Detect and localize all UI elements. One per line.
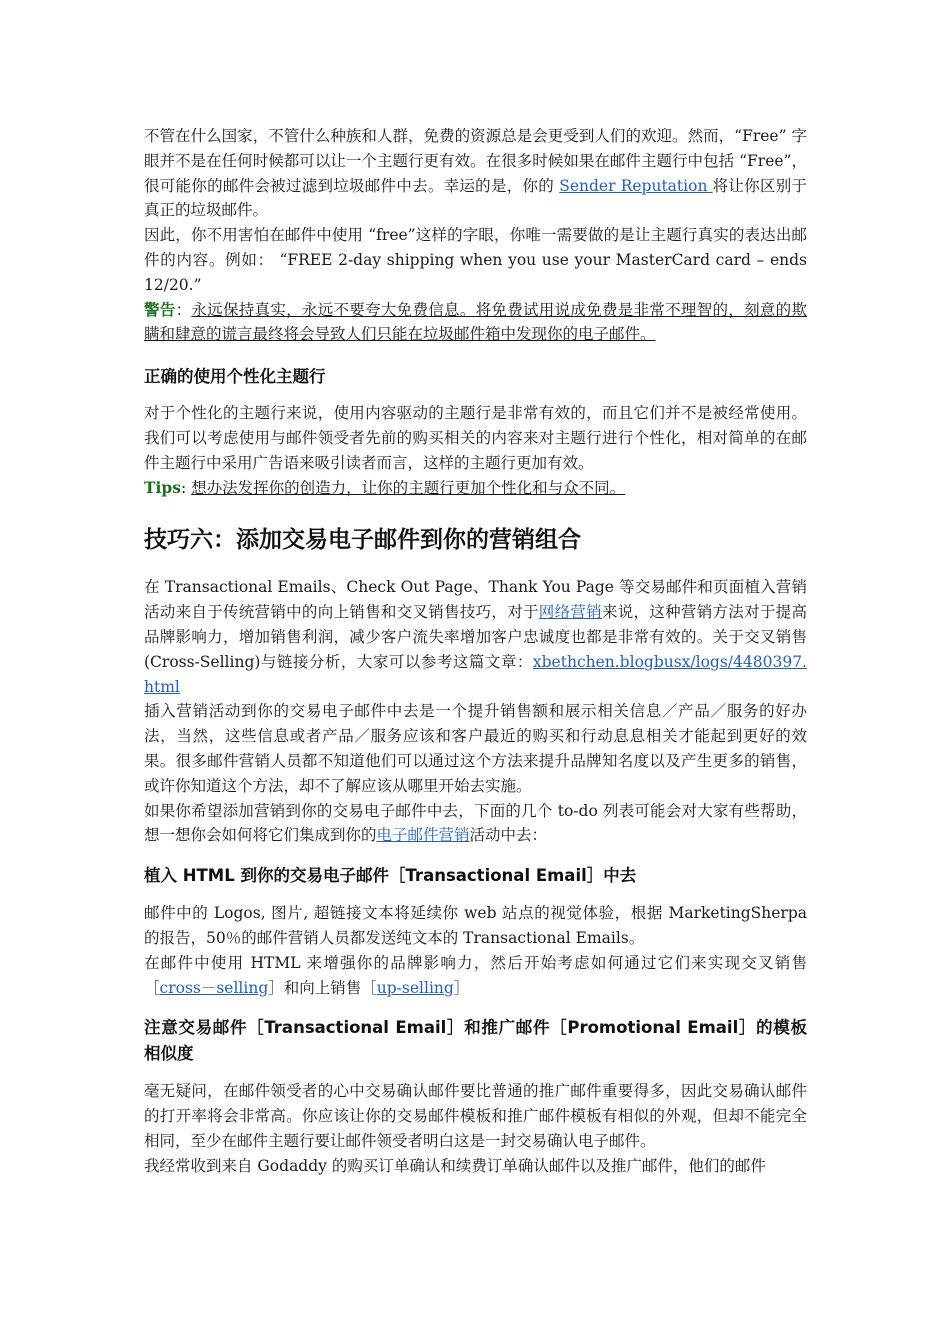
html-email-paragraph-1: 邮件中的 Logos, 图片, 超链接文本将延续你 web 站点的视觉体验，根据 MarketingSherpa 的报告，50％的邮件营销人员都发送纯文本的 Transactional Emails。 [144,904,807,947]
intro-text-1b: 将让你区别于真正的垃圾邮件。 [144,176,807,220]
template-similarity-heading: 注意交易邮件［Transactional Email］和推广邮件［Promotional Email］的模板相似度 [144,1018,807,1064]
warning-label: 警告 [144,299,176,319]
warning-paragraph [144,298,807,348]
email-marketing-link[interactable]: 电子邮件营销 [376,826,470,845]
cross-selling-link[interactable]: cross－selling [159,978,269,997]
tips-paragraph [144,476,807,501]
section-six-text-1b: 来说，这种营销方法对于提高品牌影响力，增加销售利润，减少客户流失率增加客户忠诚度也都是非常有效的。关于交叉销售(Cross-Selling)与链接分析，大家可以参考这篇文章： [144,603,807,671]
tips-label: Tips [144,477,181,497]
up-selling-link[interactable]: up-selling [376,978,454,997]
internet-marketing-link[interactable]: 网络营销 [538,603,602,622]
document-page [144,124,807,1179]
section-six-paragraph-2: 插入营销活动到你的交易电子邮件中去是一个提升销售额和展示相关信息／产品／服务的好办法，当然，这些信息或者产品／服务应该和客户最近的购买和行动息息相关才能起到更好的效果。很多邮件营销人员都不知道他们可以通过这个方法来提升品牌知名度以及产生更多的销售，或许你知道这个方法，却不了解应该从哪里开始去实施。 [144,702,807,795]
personalization-heading: 正确的使用个性化主题行 [144,367,326,387]
warning-text: 永远保持真实，永远不要夸大免费信息。将免费试用说成免费是非常不理智的，刻意的欺瞒和肆意的谎言最终将会导致人们只能在垃圾邮件箱中发现你的电子邮件。 [144,300,807,344]
sender-reputation-link[interactable]: Sender Reputation [559,176,713,195]
section-six-paragraph-1 [144,575,807,699]
tips-colon: : [181,478,192,497]
section-six-heading: 技巧六：添加交易电子邮件到你的营销组合 [144,527,581,554]
tips-text: 想办法发挥你的创造力，让你的主题行更加个性化和与众不同。 [191,478,626,497]
template-paragraph-2: 我经常收到来自 Godaddy 的购买订单确认和续费订单确认邮件以及推广邮件，他们的邮件 [144,1156,766,1175]
template-paragraph-1: 毫无疑问，在邮件领受者的心中交易确认邮件要比普通的推广邮件重要得多，因此交易确认邮件的打开率将会非常高。你应该让你的交易邮件模板和推广邮件模板有相似的外观，但却不能完全相同，至少在邮件主题行要让邮件领受者明白这是一封交易确认电子邮件。 [144,1082,807,1150]
warning-colon: ： [175,300,192,319]
html-email-text-2b: ］和向上销售［ [268,978,377,997]
intro-paragraph-2: 因此，你不用害怕在邮件中使用 “free”这样的字眼，你唯一需要做的是让主题行真实的表达出邮件的内容。例如： “FREE 2-day shipping when you use your MasterCard card – ends 12/20.” [144,226,807,294]
section-six-paragraph-3 [144,799,807,849]
html-email-text-2c: ］ [453,978,470,997]
intro-text-1a: 不管在什么国家，不管什么种族和人群，免费的资源总是会更受到人们的欢迎。然而，“Free” 字眼并不是在任何时候都可以让一个主题行更有效。在很多时候如果在邮件主题行中包括 “Free”，很可能你的邮件会被过滤到垃圾邮件中去。幸运的是，你的 [144,127,807,195]
section-six-text-3a: 如果你希望添加营销到你的交易电子邮件中去，下面的几个 to-do 列表可能会对大家有些帮助，想一想你会如何将它们集成到你的 [144,801,807,845]
intro-paragraph-1 [144,124,807,223]
section-six-text-1a: 在 Transactional Emails、Check Out Page、Thank You Page 等交易邮件和页面植入营销活动来自于传统营销中的向上销售和交叉销售技巧，对于 [144,578,807,622]
personalization-paragraph: 对于个性化的主题行来说，使用内容驱动的主题行是非常有效的，而且它们并不是被经常使用。我们可以考虑使用与邮件领受者先前的购买相关的内容来对主题行进行个性化，相对简单的在邮件主题行中采用广告语来吸引读者而言，这样的主题行更加有效。 [144,404,807,472]
section-six-text-3b: 活动中去： [469,826,548,845]
blog-article-link[interactable]: xbethchen.blogbusx/logs/4480397.html [144,652,807,696]
html-email-text-2a: 在邮件中使用 HTML 来增强你的品牌影响力，然后开始考虑如何通过它们来实现交叉销售［ [144,953,807,997]
html-email-paragraph-2 [144,951,807,1001]
html-email-heading: 植入 HTML 到你的交易电子邮件［Transactional Email］中去 [144,866,637,886]
